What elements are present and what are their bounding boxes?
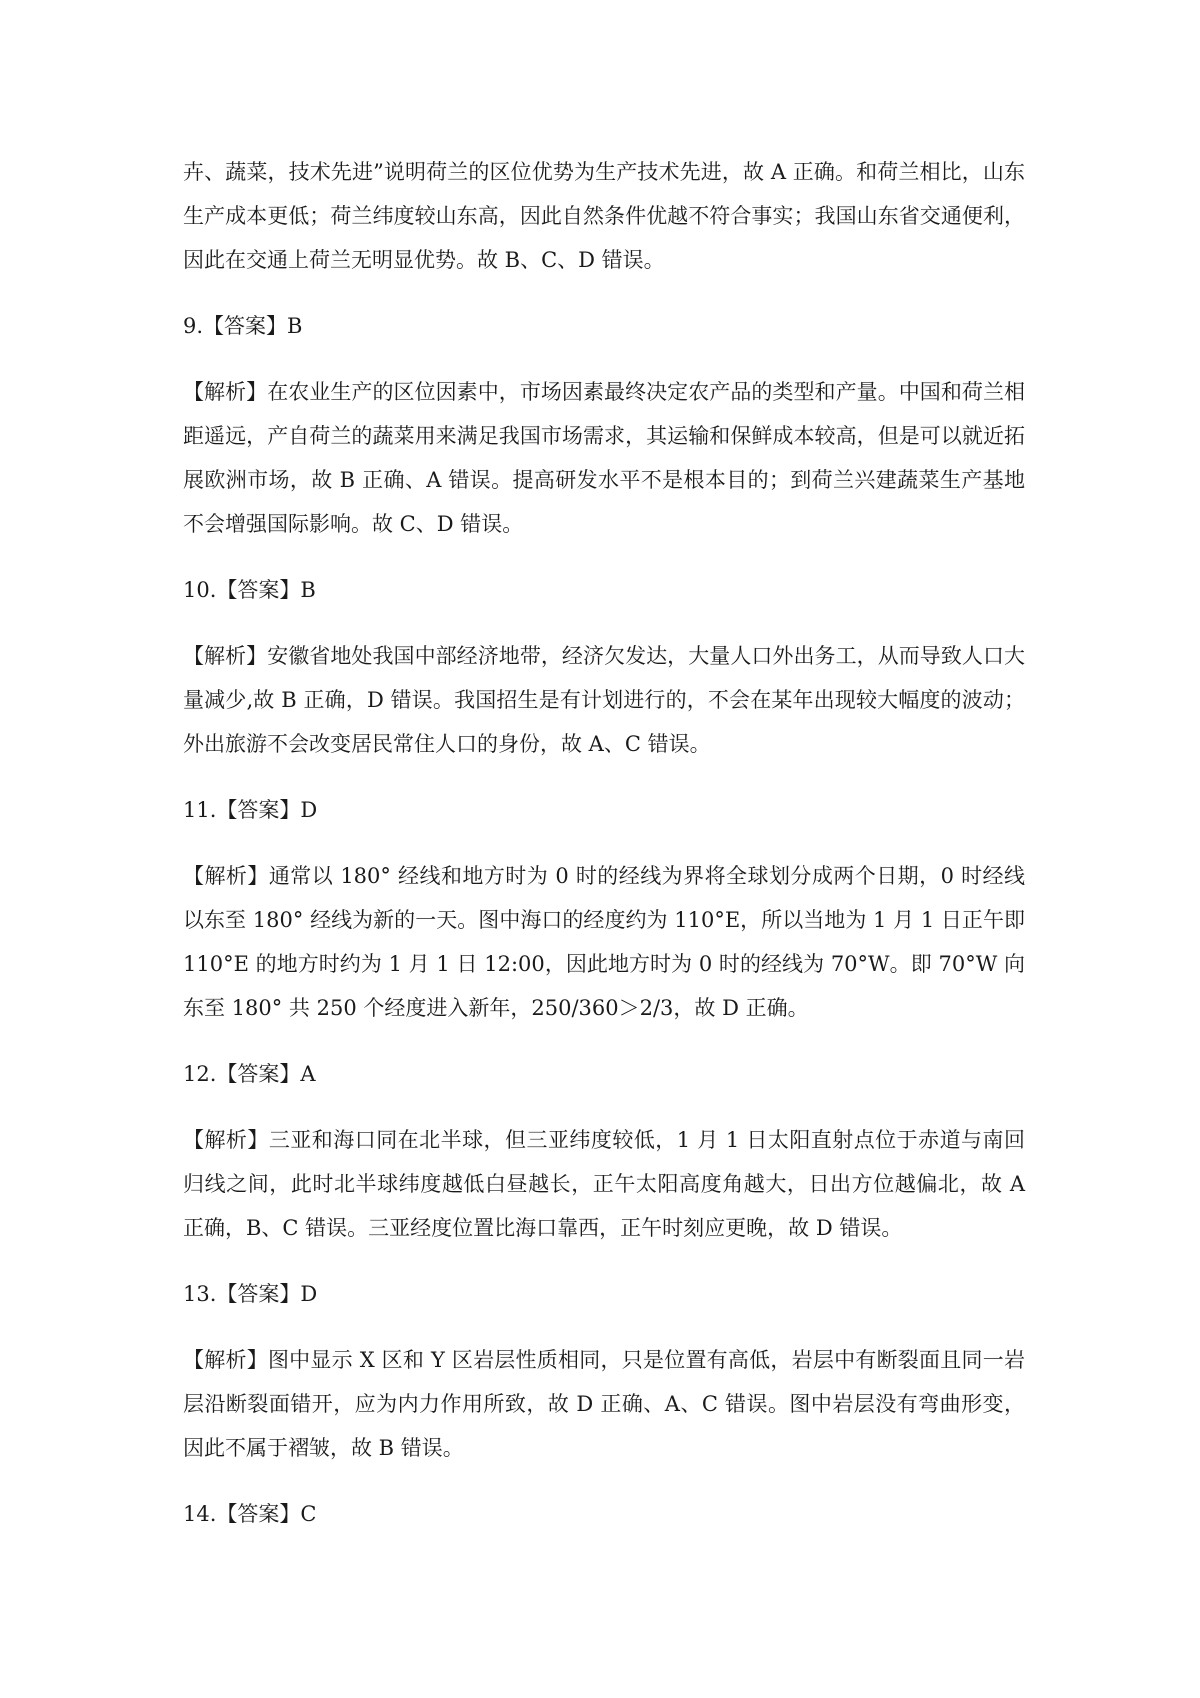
answer-14: 14.【答案】C [183, 1502, 317, 1526]
answer-13: 13.【答案】D [183, 1282, 318, 1306]
analysis-9: 【解析】在农业生产的区位因素中，市场因素最终决定农产品的类型和产量。中国和荷兰相距遥远，产自荷兰的蔬菜用来满足我国市场需求，其运输和保鲜成本较高，但是可以就近拓展欧洲市场，故 B 正确、A 错误。提高研发水平不是根本目的；到荷兰兴建蔬菜生产基地不会增强国际影响。故 C、D 错误。 [183, 380, 1025, 536]
intro-paragraph: 卉、蔬菜，技术先进”说明荷兰的区位优势为生产技术先进，故 A 正确。和荷兰相比，山东生产成本更低；荷兰纬度较山东高，因此自然条件优越不符合事实；我国山东省交通便利，因此在交通上荷兰无明显优势。故 B、C、D 错误。 [183, 160, 1025, 272]
answer-10: 10.【答案】B [183, 578, 316, 602]
answer-11: 11.【答案】D [183, 798, 318, 822]
answer-9: 9.【答案】B [183, 314, 303, 338]
analysis-13: 【解析】图中显示 X 区和 Y 区岩层性质相同，只是位置有高低，岩层中有断裂面且同一岩层沿断裂面错开，应为内力作用所致，故 D 正确、A、C 错误。图中岩层没有弯曲形变，因此不属于褶皱，故 B 错误。 [183, 1348, 1025, 1460]
analysis-10: 【解析】安徽省地处我国中部经济地带，经济欠发达，大量人口外出务工，从而导致人口大量减少,故 B 正确，D 错误。我国招生是有计划进行的，不会在某年出现较大幅度的波动；外出旅游不会改变居民常住人口的身份，故 A、C 错误。 [183, 644, 1025, 756]
answer-12: 12.【答案】A [183, 1062, 316, 1086]
analysis-12: 【解析】三亚和海口同在北半球，但三亚纬度较低，1 月 1 日太阳直射点位于赤道与南回归线之间，此时北半球纬度越低白昼越长，正午太阳高度角越大，日出方位越偏北，故 A 正确，B、C 错误。三亚经度位置比海口靠西，正午时刻应更晚，故 D 错误。 [183, 1128, 1025, 1240]
document-body [183, 150, 1025, 1558]
analysis-11: 【解析】通常以 180° 经线和地方时为 0 时的经线为界将全球划分成两个日期，0 时经线以东至 180° 经线为新的一天。图中海口的经度约为 110°E，所以当地为 1 月 1 日正午即 110°E 的地方时约为 1 月 1 日 12:00，因此地方时为 0 时的经线为 70°W。即 70°W 向东至 180° 共 250 个经度进入新年，250/360＞2/3，故 D 正确。 [183, 864, 1025, 1020]
